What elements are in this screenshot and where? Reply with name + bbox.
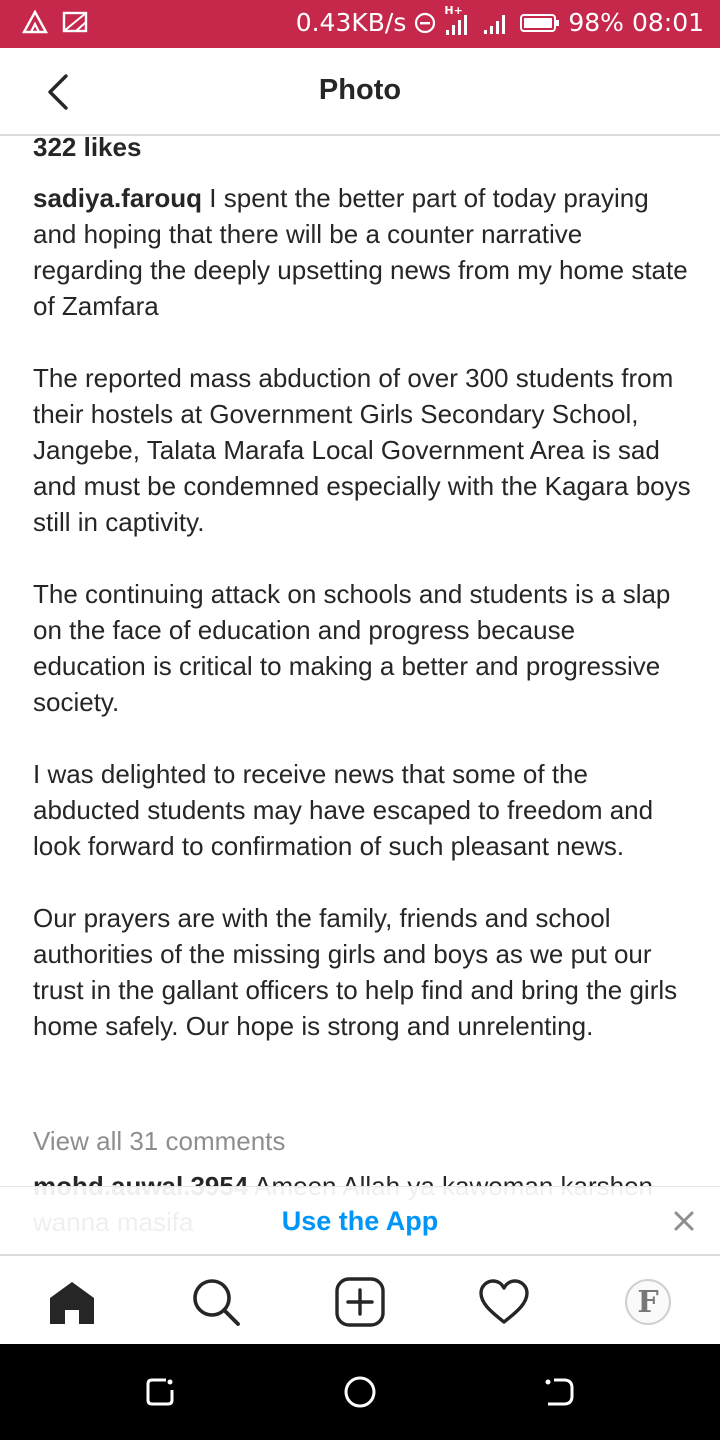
clock: 08:01 [631,8,704,37]
network-type: H+ [444,3,463,17]
heart-icon [478,1278,530,1326]
caption-paragraph: The reported mass abduction of over 300 students from their hostels at Government Girls Secondary School, Jangebe, Talata Marafa Local Government Area is sad and must be condemned especially with the Kagara boys still in captivity. [33,363,691,537]
battery-level: 98% [568,8,624,37]
nav-activity[interactable] [478,1276,530,1328]
close-icon [670,1207,698,1235]
page-title: Photo [318,74,402,106]
screenshot-icon [62,10,88,39]
system-navigation-bar [0,1344,720,1440]
nav-home[interactable] [46,1276,98,1328]
caption-first-text: I spent the better part of today praying and hoping that there will be a counter narrative regarding the deeply upsetting news from my home state of Zamfara [33,183,688,321]
signal-icon [444,3,474,36]
signal-icon-2 [482,11,512,35]
post-caption [33,180,693,1044]
home-button[interactable] [342,1374,378,1410]
caption-paragraph: The continuing attack on schools and students is a slap on the face of education and progress because education is critical to making a better and progressive society. [33,579,671,717]
net-speed: 0.43KB/s [295,8,407,37]
nav-profile[interactable] [622,1276,674,1328]
bottom-navigation [0,1256,720,1344]
recents-button[interactable] [142,1374,178,1410]
view-all-comments-link[interactable]: View all 31 comments [33,1126,286,1156]
back-icon [542,1374,578,1410]
top-header [0,48,720,136]
banner-close-button[interactable] [670,1207,698,1235]
new-post-icon [334,1276,386,1328]
use-app-banner [0,1186,720,1256]
dnd-icon [414,12,436,34]
nav-search[interactable] [190,1276,242,1328]
caption-paragraph: Our prayers are with the family, friends and school authorities of the missing girls and boys as we put our trust in the gallant officers to help find and bring the girls home safely. Our hope is strong and unrelenting. [33,903,678,1041]
battery-icon [520,12,560,34]
status-bar-left [22,10,88,39]
caption-paragraph [33,180,693,324]
caption-username[interactable]: sadiya.farouq [33,183,203,213]
avatar: F [625,1279,671,1325]
status-bar-right [295,3,704,37]
post-content [0,132,720,1188]
use-the-app-link[interactable]: Use the App [281,1206,439,1236]
likes-count[interactable]: 322 likes [33,132,142,162]
status-bar [0,0,720,48]
back-system-button[interactable] [542,1374,578,1410]
home-circle-icon [342,1374,378,1410]
caption-paragraph: I was delighted to receive news that some of the abducted students may have escaped to freedom and look forward to confirmation of such pleasant news. [33,759,654,861]
nav-new-post[interactable] [334,1276,386,1328]
search-icon [190,1276,242,1328]
home-icon [47,1278,97,1326]
recents-icon [142,1374,178,1410]
alert-triangle-icon [22,10,48,39]
